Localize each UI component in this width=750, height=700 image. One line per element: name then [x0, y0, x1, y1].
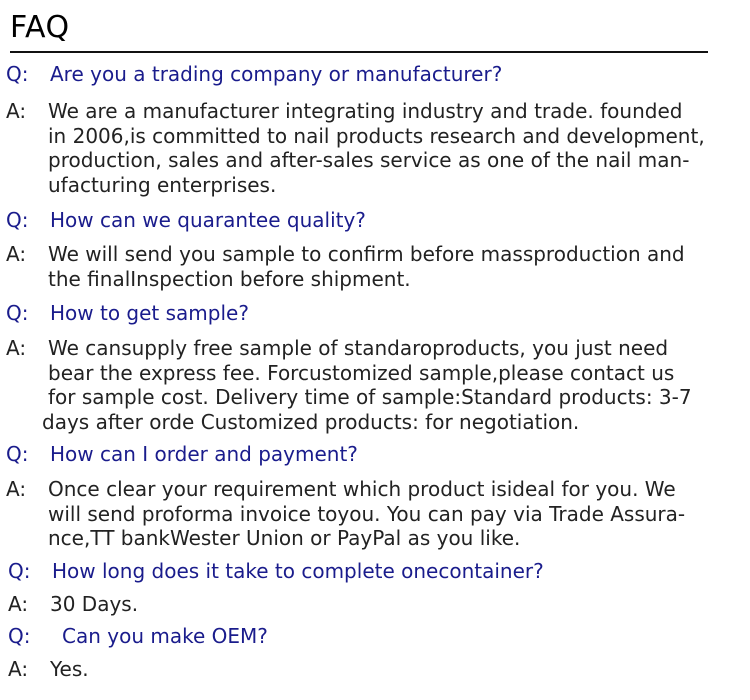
- answer-line: ufacturing enterprises.: [48, 172, 277, 197]
- answer-text: [48, 477, 685, 551]
- answer-line: for sample cost. Delivery time of sample:Standard products: 3-7: [48, 385, 692, 410]
- page-title: FAQ: [10, 10, 70, 45]
- answer-prefix: A:: [6, 477, 27, 501]
- faq-answer-1: [6, 99, 705, 197]
- answer-text: [48, 99, 705, 197]
- answer-prefix: A:: [6, 242, 27, 266]
- answer-line: We will send you sample to confirm before massproduction and: [48, 242, 685, 266]
- answer-text: [50, 657, 89, 682]
- answer-line: We cansupply free sample of standaroproducts, you just need: [48, 336, 669, 360]
- answer-line: will send proforma invoice toyou. You can pay via Trade Assura-: [48, 501, 686, 526]
- answer-line: in 2006,is committed to nail products research and development,: [48, 123, 705, 148]
- question-text: How can I order and payment?: [50, 442, 358, 466]
- answer-text: [42, 336, 692, 434]
- faq-answer-4: [6, 477, 686, 551]
- faq-answer-3: [6, 336, 692, 434]
- answer-text: [48, 242, 685, 291]
- title-divider: [10, 51, 708, 53]
- answer-text: [50, 592, 138, 617]
- faq-question-4: [6, 442, 358, 466]
- answer-line: 30 Days.: [50, 592, 139, 616]
- question-text: Are you a trading company or manufacturer?: [50, 62, 503, 86]
- faq-question-1: [6, 62, 502, 86]
- question-text: How long does it take to complete onecontainer?: [52, 559, 544, 583]
- question-prefix: Q:: [8, 559, 31, 583]
- question-text: Can you make OEM?: [62, 624, 268, 648]
- question-prefix: Q:: [6, 442, 29, 466]
- question-text: How to get sample?: [50, 301, 249, 325]
- answer-prefix: A:: [6, 336, 27, 360]
- faq-question-3: [6, 301, 249, 325]
- answer-prefix: A:: [8, 657, 29, 681]
- faq-answer-2: [6, 242, 685, 291]
- question-prefix: Q:: [6, 208, 29, 232]
- answer-line: Once clear your requirement which product isideal for you. We: [48, 477, 676, 501]
- faq-question-6: [8, 624, 268, 648]
- answer-prefix: A:: [6, 99, 27, 123]
- question-prefix: Q:: [8, 624, 31, 648]
- answer-line: days after orde Customized products: for negotiation.: [42, 409, 580, 434]
- faq-question-2: [6, 208, 366, 232]
- faq-answer-5: [8, 592, 139, 617]
- faq-answer-6: [8, 657, 89, 682]
- question-prefix: Q:: [6, 301, 29, 325]
- faq-question-5: [8, 559, 544, 583]
- answer-line: Yes.: [50, 657, 89, 681]
- answer-line: bear the express fee. Forcustomized sample,please contact us: [48, 360, 675, 385]
- question-text: How can we quarantee quality?: [50, 208, 366, 232]
- answer-line: nce,TT bankWester Union or PayPal as you like.: [48, 526, 521, 551]
- question-prefix: Q:: [6, 62, 29, 86]
- answer-line: production, sales and after-sales service as one of the nail man-: [48, 148, 690, 173]
- answer-line: the finalInspection before shipment.: [48, 266, 411, 291]
- answer-prefix: A:: [8, 592, 29, 616]
- answer-line: We are a manufacturer integrating industry and trade. founded: [48, 99, 683, 123]
